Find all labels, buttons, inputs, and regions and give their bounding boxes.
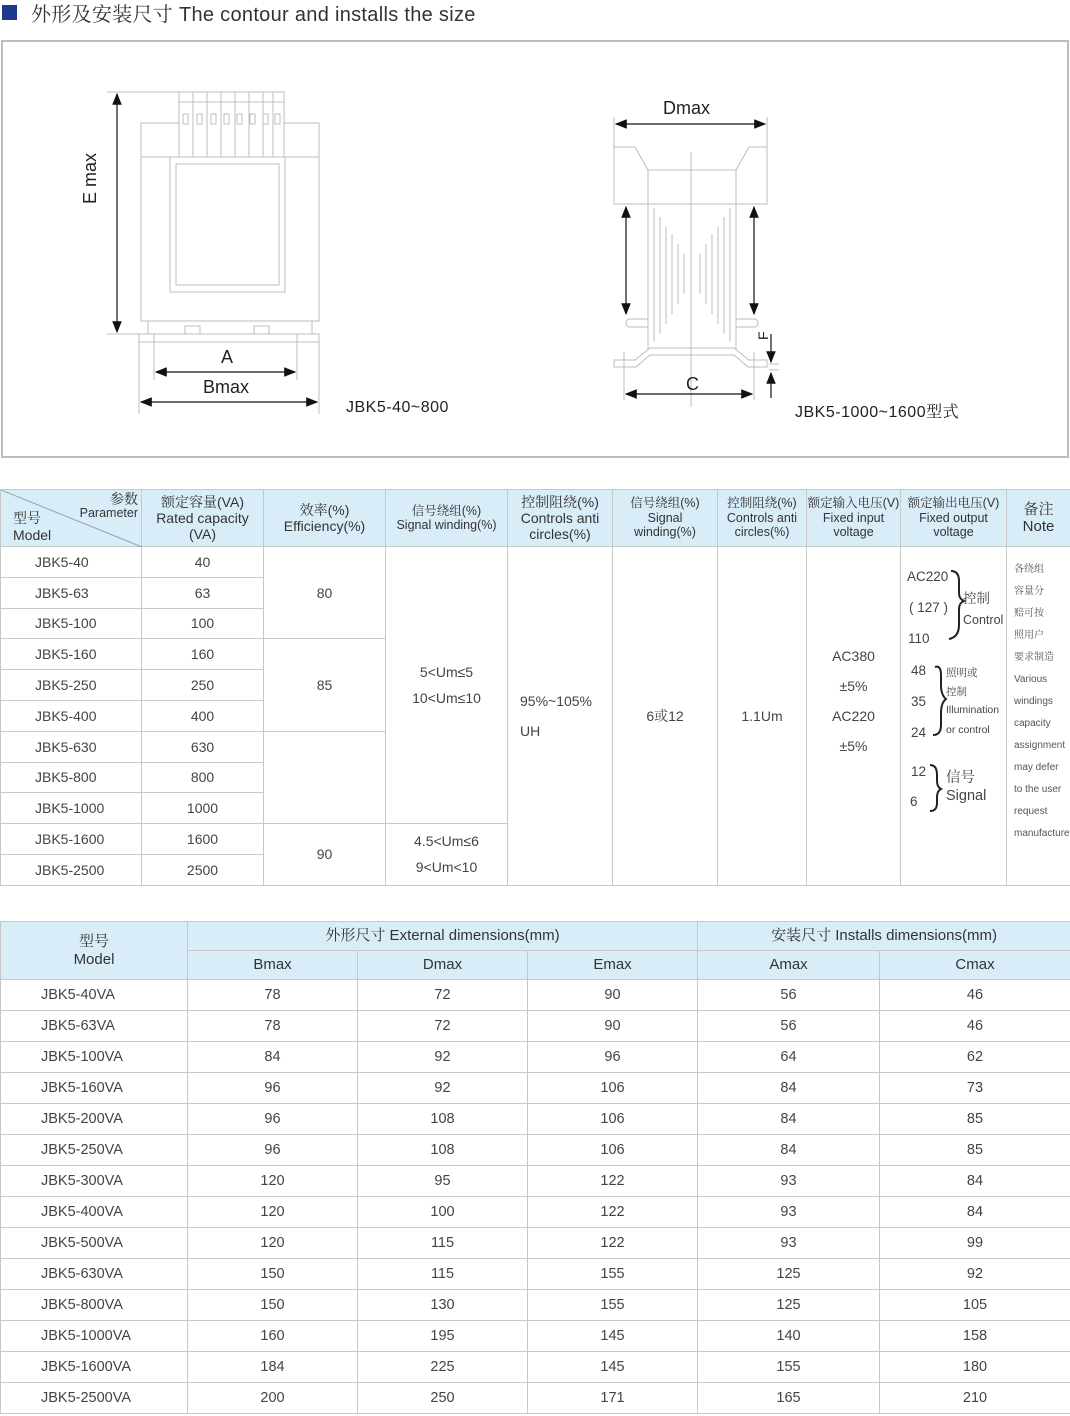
model-en: Model [13,527,52,544]
emax-cell: 171 [528,1383,698,1414]
output-35: 35 [911,694,927,709]
amax-cell: 84 [698,1104,880,1135]
bmax-cell: 96 [188,1073,358,1104]
emax-label: E max [80,152,100,204]
model-cell: JBK5-1000VA [1,1321,188,1352]
amax-cell: 93 [698,1166,880,1197]
bmax-cell: 120 [188,1166,358,1197]
output-voltage-cell [901,547,1007,886]
dimensions-table-body [1,980,1070,1414]
dmax-cell: 72 [358,1011,528,1042]
emax-cell: 106 [528,1135,698,1166]
dmax-label: Dmax [663,98,711,118]
model-cell: JBK5-800VA [1,1290,188,1321]
contour-drawings [3,42,1069,456]
emax-cell: 90 [528,980,698,1011]
a-dimension-label: A [221,347,234,367]
output-127: ( 127 ) [909,600,949,615]
output-ac220: AC220 [907,569,949,584]
c-dimension-label: C [686,374,699,394]
cmax-cell: 46 [880,1011,1070,1042]
illum-en-label-1: Illumination [946,704,1000,716]
table-row [1,1042,1070,1073]
header-emax: Emax [528,951,698,980]
header-dmax: Dmax [358,951,528,980]
emax-cell: 96 [528,1042,698,1073]
header-note: 备注 Note [1007,490,1070,547]
table-row [1,547,1070,578]
header-output-voltage: 额定输出电压(V) Fixed output voltage [901,490,1007,547]
amax-cell: 56 [698,980,880,1011]
contour-drawing-panel [1,40,1069,458]
table-row [1,980,1070,1011]
bmax-cell: 96 [188,1135,358,1166]
emax-cell: 145 [528,1321,698,1352]
model-cell: JBK5-300VA [1,1166,188,1197]
model-cell: JBK5-2500 [1,854,142,885]
model-cell: JBK5-63VA [1,1011,188,1042]
model-label [13,510,51,544]
output-48: 48 [911,663,927,678]
header-model: 型号 Model [1,922,188,980]
amax-cell: 93 [698,1197,880,1228]
model-cell: JBK5-800 [1,762,142,793]
amax-cell: 84 [698,1135,880,1166]
model-cell: JBK5-630VA [1,1259,188,1290]
cmax-cell: 84 [880,1166,1070,1197]
cmax-cell: 180 [880,1352,1070,1383]
note-cell [1007,547,1070,886]
table-row [1,1290,1070,1321]
capacity-cell: 40 [142,547,264,578]
cmax-cell: 73 [880,1073,1070,1104]
signal-winding-cell: 4.5<Um≤6 9<Um<10 [386,824,508,886]
efficiency-cell: 90 [264,824,386,886]
signal-en-label: Signal [946,788,987,804]
model-cell: JBK5-400 [1,700,142,731]
f-dimension-label: F [755,331,771,340]
model-cell: JBK5-100 [1,608,142,639]
model-cell: JBK5-40 [1,547,142,578]
header-signal-winding-2: 信号绕组(%) Signal winding(%) [613,490,718,547]
capacity-cell: 250 [142,670,264,701]
emax-cell: 90 [528,1011,698,1042]
dmax-cell: 250 [358,1383,528,1414]
left-transformer-drawing [107,92,319,414]
capacity-cell: 1000 [142,793,264,824]
bmax-cell: 200 [188,1383,358,1414]
model-cell: JBK5-100VA [1,1042,188,1073]
table-row [1,1321,1070,1352]
output-110: 110 [908,631,930,646]
amax-cell: 64 [698,1042,880,1073]
model-cell: JBK5-250 [1,670,142,701]
bmax-label: Bmax [203,377,250,397]
signal-winding-2-cell: 6或12 [613,547,718,886]
model-cell: JBK5-400VA [1,1197,188,1228]
bmax-cell: 120 [188,1197,358,1228]
table-row [1,1228,1070,1259]
amax-cell: 140 [698,1321,880,1352]
model-cell: JBK5-250VA [1,1135,188,1166]
cmax-cell: 85 [880,1135,1070,1166]
header-efficiency: 效率(%) Efficiency(%) [264,490,386,547]
model-cell: JBK5-1000 [1,793,142,824]
illum-cn-label-1: 照明或 [946,667,978,679]
header-input-voltage: 额定输入电压(V) Fixed input voltage [807,490,901,547]
table-row [1,1135,1070,1166]
header-external-dimensions: 外形尺寸 External dimensions(mm) [188,922,698,951]
model-cell: JBK5-160VA [1,1073,188,1104]
dmax-cell: 72 [358,980,528,1011]
dmax-cell: 115 [358,1259,528,1290]
table-row [1,1352,1070,1383]
dmax-cell: 115 [358,1228,528,1259]
signal-cn-label: 信号 [946,770,975,786]
title-bullet-icon [2,5,17,20]
dmax-cell: 92 [358,1042,528,1073]
amax-cell: 56 [698,1011,880,1042]
control-cn-label: 控制 [963,591,990,606]
capacity-cell: 63 [142,577,264,608]
illum-cn-label-2: 控制 [946,686,967,698]
amax-cell: 155 [698,1352,880,1383]
efficiency-cell: 80 [264,547,386,639]
header-controls-anti-circles-2: 控制阻绕(%) Controls anti circles(%) [718,490,807,547]
header-signal-winding: 信号绕组(%) Signal winding(%) [386,490,508,547]
bmax-cell: 84 [188,1042,358,1073]
bmax-cell: 160 [188,1321,358,1352]
right-drawing-caption: JBK5-1000~1600型式 [795,404,960,421]
bmax-cell: 96 [188,1104,358,1135]
cmax-cell: 99 [880,1228,1070,1259]
emax-cell: 145 [528,1352,698,1383]
dmax-cell: 225 [358,1352,528,1383]
bmax-cell: 150 [188,1259,358,1290]
cmax-cell: 105 [880,1290,1070,1321]
header-cmax: Cmax [880,951,1070,980]
cmax-cell: 158 [880,1321,1070,1352]
capacity-cell: 630 [142,731,264,762]
header-bmax: Bmax [188,951,358,980]
dimensions-table [0,921,1070,1414]
cmax-cell: 84 [880,1197,1070,1228]
model-cell: JBK5-200VA [1,1104,188,1135]
amax-cell: 84 [698,1073,880,1104]
efficiency-cell: 85 [264,639,386,731]
note-text: 各绕组 容量分 赔可按 照用户 要求制造 Various windings capacity assignment may defer to the user request manufacture [1014,564,1070,839]
emax-cell: 122 [528,1166,698,1197]
capacity-cell: 800 [142,762,264,793]
parameter-table-header [1,490,1070,547]
signal-winding-cell: 5<Um≤5 10<Um≤10 [386,547,508,824]
cmax-cell: 210 [880,1383,1070,1414]
amax-cell: 93 [698,1228,880,1259]
table-row [1,1259,1070,1290]
capacity-cell: 100 [142,608,264,639]
header-amax: Amax [698,951,880,980]
parameter-table [0,489,1070,886]
dmax-cell: 95 [358,1166,528,1197]
table-row [1,1383,1070,1414]
brace-icons [901,547,1007,885]
capacity-cell: 2500 [142,854,264,885]
cmax-cell: 46 [880,980,1070,1011]
model-cell: JBK5-1600VA [1,1352,188,1383]
emax-cell: 106 [528,1104,698,1135]
cmax-cell: 62 [880,1042,1070,1073]
output-6: 6 [910,794,918,809]
cmax-cell: 92 [880,1259,1070,1290]
efficiency-cell-empty [264,731,386,823]
dmax-cell: 108 [358,1104,528,1135]
amax-cell: 125 [698,1290,880,1321]
model-cell: JBK5-1600 [1,824,142,855]
dmax-cell: 130 [358,1290,528,1321]
emax-cell: 155 [528,1259,698,1290]
model-cell: JBK5-160 [1,639,142,670]
controls-2-cell: 1.1Um [718,547,807,886]
dmax-cell: 195 [358,1321,528,1352]
output-12: 12 [911,764,927,779]
bmax-cell: 120 [188,1228,358,1259]
output-24: 24 [911,725,927,740]
header-rated-capacity: 额定容量(VA) Rated capacity (VA) [142,490,264,547]
bmax-cell: 78 [188,1011,358,1042]
cmax-cell: 85 [880,1104,1070,1135]
control-en-label: Control [963,613,1004,627]
model-cell: JBK5-500VA [1,1228,188,1259]
table-row [1,1166,1070,1197]
model-parameter-header [1,490,142,547]
model-cn: 型号 [13,510,41,527]
model-cell: JBK5-63 [1,577,142,608]
emax-cell: 122 [528,1197,698,1228]
bmax-cell: 78 [188,980,358,1011]
dmax-cell: 100 [358,1197,528,1228]
dmax-cell: 108 [358,1135,528,1166]
emax-cell: 155 [528,1290,698,1321]
model-cell: JBK5-40VA [1,980,188,1011]
left-drawing-caption: JBK5-40~800 [346,399,449,416]
section-title [2,0,476,24]
table-row [1,1011,1070,1042]
bmax-cell: 150 [188,1290,358,1321]
emax-cell: 122 [528,1228,698,1259]
controls-cell: 95%~105% UH [508,547,613,886]
capacity-cell: 400 [142,700,264,731]
parameter-label [80,492,138,521]
parameter-en: Parameter [79,506,138,521]
input-voltage-cell: AC380 ±5% AC220 ±5% [807,547,901,886]
section-title-text: 外形及安装尺寸 The contour and installs the size [31,3,476,26]
parameter-cn: 参数 [110,491,138,507]
header-install-dimensions: 安装尺寸 Installs dimensions(mm) [698,922,1070,951]
model-cell: JBK5-2500VA [1,1383,188,1414]
capacity-cell: 160 [142,639,264,670]
amax-cell: 125 [698,1259,880,1290]
table-row [1,1104,1070,1135]
table-row [1,1073,1070,1104]
dmax-cell: 92 [358,1073,528,1104]
capacity-cell: 1600 [142,824,264,855]
model-cell: JBK5-630 [1,731,142,762]
emax-cell: 106 [528,1073,698,1104]
dimensions-header-row-1 [1,922,1070,951]
table-row [1,1197,1070,1228]
illum-en-label-2: or control [946,724,990,736]
amax-cell: 165 [698,1383,880,1414]
header-controls-anti-circles: 控制阻绕(%) Controls anti circles(%) [508,490,613,547]
bmax-cell: 184 [188,1352,358,1383]
